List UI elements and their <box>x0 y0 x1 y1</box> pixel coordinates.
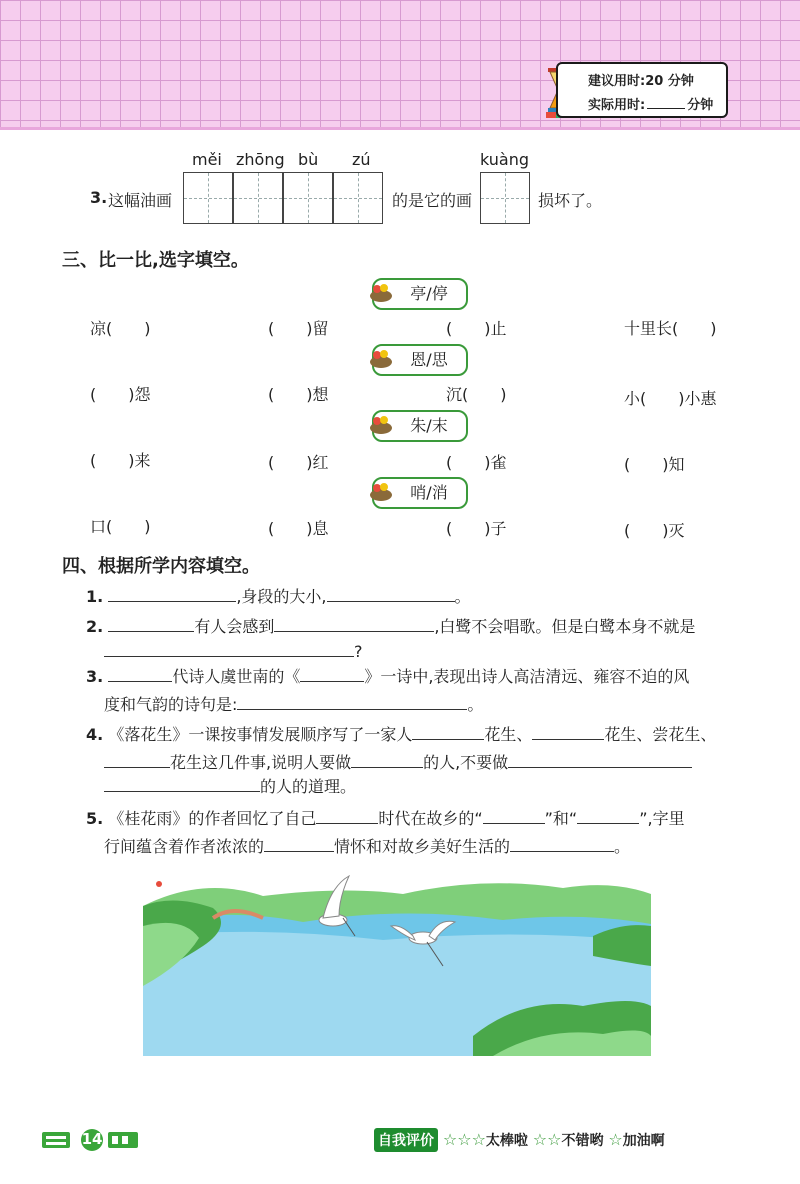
fill-item[interactable]: ( )子 <box>446 519 507 538</box>
fill-item[interactable]: ( )息 <box>268 519 329 538</box>
q3-number: 3. <box>90 188 108 207</box>
fill-item[interactable]: ( )止 <box>446 319 507 338</box>
suggested-time: 建议用时:20 分钟 <box>588 74 694 89</box>
flower-pot-icon <box>368 348 394 370</box>
s4-q3-line2: 度和气韵的诗句是: 。 <box>104 695 484 714</box>
fill-item[interactable]: ( )知 <box>624 455 685 474</box>
fill-item[interactable]: ( )来 <box>90 451 151 470</box>
star-icon[interactable]: ☆ <box>547 1130 562 1149</box>
s4-q4: 4. 《落花生》一课按事情发展顺序写了一家人 花生、 花生、尝花生、 <box>86 725 717 744</box>
s4-q5-line2: 行间蕴含着作者浓浓的 情怀和对故乡美好生活的 。 <box>104 837 631 856</box>
s4-q2: 2. 有人会感到 ,白鹭不会唱歌。但是白鹭本身不就是 <box>86 617 696 636</box>
pinyin-3: bù <box>298 150 319 169</box>
fill-item[interactable]: 十里长( ) <box>624 319 717 338</box>
section3-title: 三、比一比,选字填空。 <box>62 250 249 271</box>
s4-q1: 1. ,身段的大小, 。 <box>86 587 471 606</box>
answer-blank[interactable] <box>237 696 467 710</box>
q3-prefix: 这幅油画 <box>108 191 173 210</box>
flower-pot-icon <box>368 481 394 503</box>
pinyin-1: měi <box>192 150 222 169</box>
pinyin-2: zhōng <box>236 150 285 169</box>
fill-item[interactable]: 沉( ) <box>446 385 507 404</box>
fill-item[interactable]: 口( ) <box>90 517 151 536</box>
writing-cell[interactable] <box>233 172 283 224</box>
answer-blank[interactable] <box>108 588 236 602</box>
time-box <box>556 62 728 118</box>
fill-item[interactable]: ( )灭 <box>624 521 685 540</box>
actual-time: 实际用时: 分钟 <box>588 98 714 113</box>
answer-blank[interactable] <box>264 838 334 852</box>
answer-blank[interactable] <box>351 754 423 768</box>
q3-suffix: 损坏了。 <box>538 191 603 210</box>
char-pair: 恩/思 <box>372 344 468 376</box>
writing-cell[interactable] <box>183 172 233 224</box>
writing-cell[interactable] <box>283 172 333 224</box>
pinyin-4: zú <box>352 150 371 169</box>
answer-blank[interactable] <box>108 618 194 632</box>
answer-blank[interactable] <box>108 668 172 682</box>
s4-q2-line2: ? <box>104 642 363 661</box>
pinyin-5: kuàng <box>480 150 530 169</box>
answer-blank[interactable] <box>577 810 639 824</box>
fill-item[interactable]: 凉( ) <box>90 319 151 338</box>
fill-item[interactable]: ( )想 <box>268 385 329 404</box>
s4-q4-line3: 的人的道理。 <box>104 774 356 797</box>
star-icon[interactable]: ☆ <box>608 1130 623 1149</box>
answer-blank[interactable] <box>510 838 614 852</box>
fill-item[interactable]: ( )红 <box>268 453 329 472</box>
answer-blank[interactable] <box>316 810 378 824</box>
egret-lake-illustration <box>143 866 651 1056</box>
page-number: 14 <box>81 1130 103 1148</box>
answer-blank[interactable] <box>300 668 364 682</box>
char-pair: 朱/末 <box>372 410 468 442</box>
answer-blank[interactable] <box>508 754 692 768</box>
fill-item[interactable]: 小( )小惠 <box>624 389 717 408</box>
fill-item[interactable]: ( )怨 <box>90 385 151 404</box>
writing-cell[interactable] <box>333 172 383 224</box>
s4-q4-line2: 花生这几件事,说明人要做 的人,不要做 <box>104 750 692 773</box>
star-icon[interactable]: ☆ <box>532 1130 548 1149</box>
char-pair: 亭/停 <box>372 278 468 310</box>
answer-blank[interactable] <box>327 588 455 602</box>
answer-blank[interactable] <box>532 726 604 740</box>
star-icon[interactable]: ☆ <box>457 1130 472 1149</box>
q3-middle: 的是它的画 <box>392 191 473 210</box>
answer-blank[interactable] <box>274 618 434 632</box>
answer-blank[interactable] <box>104 643 354 657</box>
self-eval-label: 自我评价 <box>374 1128 438 1152</box>
section4-title: 四、根据所学内容填空。 <box>62 556 260 577</box>
answer-blank[interactable] <box>104 778 260 792</box>
star-icon[interactable]: ☆ <box>471 1130 486 1149</box>
char-pair: 哨/消 <box>372 477 468 509</box>
answer-blank[interactable] <box>412 726 484 740</box>
s4-q5: 5. 《桂花雨》的作者回忆了自己 时代在故乡的“ ”和“ ”,字里 <box>86 809 685 828</box>
answer-blank[interactable] <box>483 810 545 824</box>
answer-blank[interactable] <box>104 754 170 768</box>
flower-pot-icon <box>368 282 394 304</box>
flower-pot-icon <box>368 414 394 436</box>
fill-item[interactable]: ( )留 <box>268 319 329 338</box>
fill-item[interactable]: ( )雀 <box>446 453 507 472</box>
star-icon[interactable]: ☆ <box>442 1130 458 1149</box>
self-evaluation: 自我评价 ☆☆☆太棒啦 ☆☆不错哟 ☆加油啊 <box>374 1128 665 1152</box>
writing-cell[interactable] <box>480 172 530 224</box>
s4-q3: 3. 代诗人虞世南的《 》一诗中,表现出诗人高洁清远、雍容不迫的风 <box>86 667 690 686</box>
